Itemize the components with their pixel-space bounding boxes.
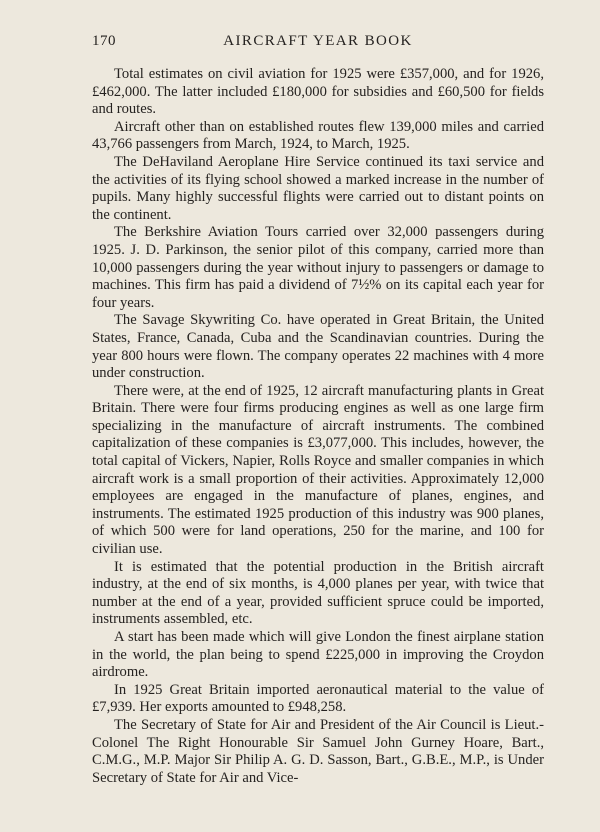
paragraph-civil-aviation-estimates: Total estimates on civil aviation for 1925 were £357,000, and for 1926, £462,000. The latter included £180,000 for subsidies and £60,500 for fields and routes. — [92, 66, 544, 118]
running-head: AIRCRAFT YEAR BOOK — [223, 33, 413, 49]
paragraph-london-airdrome: A start has been made which will give London the finest airplane station in the world, the plan being to spend £225,000 in improving the Croydon airdrome. — [92, 629, 544, 681]
paragraph-savage-skywriting: The Savage Skywriting Co. have operated in Great Britain, the United States, France, Canada, Cuba and the Scandinavian countries. During the year 800 hours were flown. The company operates 22 machines with 4 more under construction. — [92, 312, 544, 382]
paragraph-imports-exports: In 1925 Great Britain imported aeronautical material to the value of £7,939. Her exports amounted to £948,258. — [92, 681, 544, 716]
page-header — [92, 33, 544, 55]
page-number: 170 — [92, 33, 116, 49]
paragraph-dehaviland-service: The DeHaviland Aeroplane Hire Service continued its taxi service and the activities of its flying school showed a marked increase in the number of pupils. Many highly successful flights were carried out to distant points on the continent. — [92, 153, 544, 223]
paragraph-potential-production: It is estimated that the potential production in the British aircraft industry, at the end of six months, is 4,000 planes per year, with twice that number at the end of a year, provided sufficient spruce could be imported, instruments assembled, etc. — [92, 558, 544, 628]
paragraph-aircraft-miles: Aircraft other than on established routes flew 139,000 miles and carried 43,766 passengers from March, 1924, to March, 1925. — [92, 118, 544, 153]
paragraph-berkshire-tours: The Berkshire Aviation Tours carried over 32,000 passengers during 1925. J. D. Parkinson, the senior pilot of this company, carried more than 10,000 passengers during the year without injury to passengers or damage to machines. This firm has paid a dividend of 7½% on its capital each year for four years. — [92, 224, 544, 311]
paragraph-secretary-of-state: The Secretary of State for Air and President of the Air Council is Lieut.-Colonel The Right Honourable Sir Samuel John Gurney Hoare, Bart., C.M.G., M.P. Major Sir Philip A. G. D. Sasson, Bart., G.B.E., M.P., is Under Secretary of State for Air and Vice- — [92, 716, 544, 786]
paragraph-manufacturing-plants: There were, at the end of 1925, 12 aircraft manufacturing plants in Great Britain. There were four firms producing engines as well as one large firm specializing in the manufacture of aircraft instruments. The combined capitalization of these companies is £3,077,000. This includes, however, the total capital of Vickers, Napier, Rolls Royce and smaller companies in which aircraft work is a small proportion of their activities. Approximately 12,000 employees are engaged in the manufacture of planes, engines, and instruments. The estimated 1925 production of this industry was 900 planes, of which 500 were for land operations, 250 for the marine, and 100 for civilian use. — [92, 382, 544, 558]
body-text — [92, 66, 544, 787]
